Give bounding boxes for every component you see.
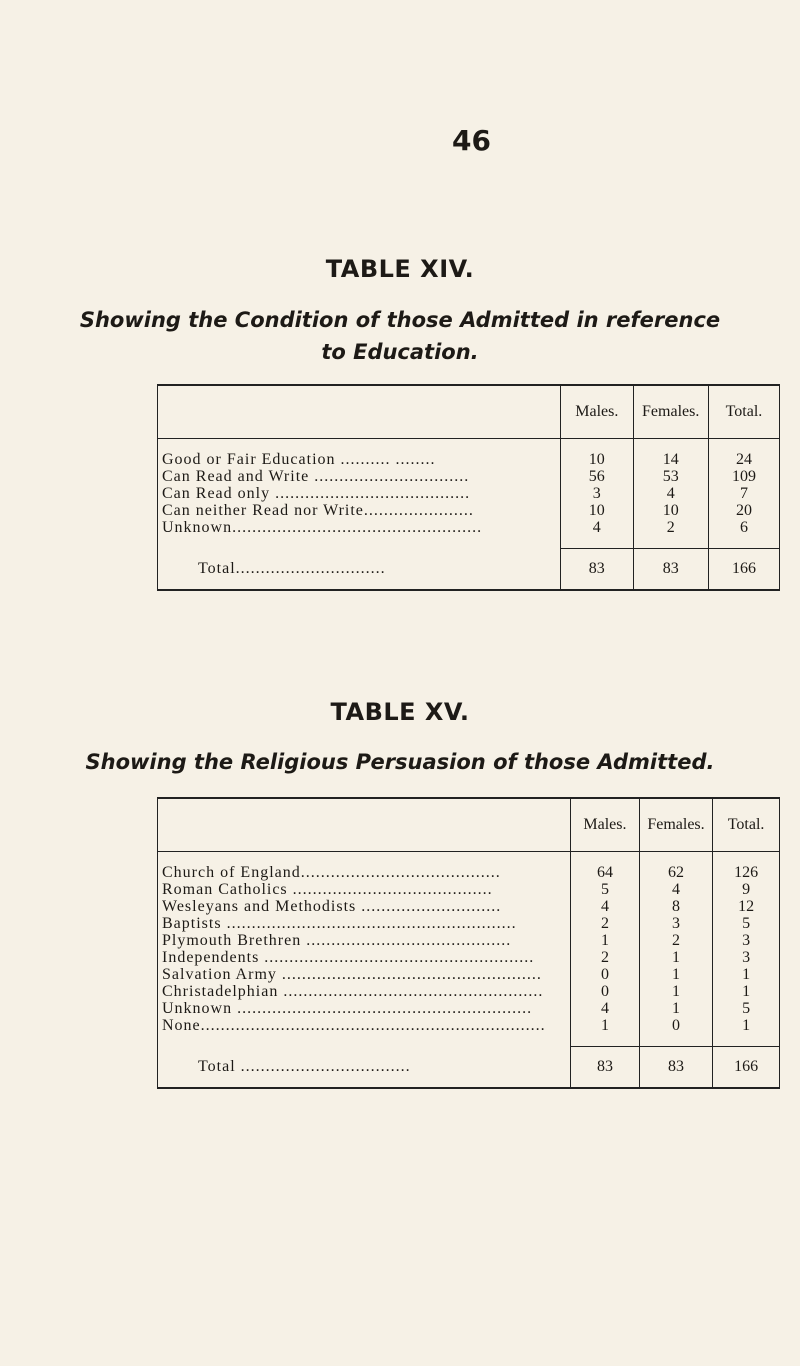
total-value: 1: [713, 1017, 780, 1034]
table-15-subtitle: Showing the Religious Persuasion of those Admitted.: [85, 750, 715, 774]
females-value: 1: [639, 983, 712, 1000]
females-value: 1: [639, 949, 712, 966]
table-15-total-row: [158, 1047, 780, 1089]
table-15-header-row: [158, 798, 780, 852]
row-label: None.....................................................................: [158, 1017, 571, 1034]
table-row: [158, 864, 780, 881]
row-label: Unknown ...........................................................: [158, 1000, 571, 1017]
table-14-header-row: [158, 385, 780, 439]
table-14-subtitle-line1: Showing the Condition of those Admitted in reference: [79, 308, 721, 332]
table-14-header-blank: [158, 385, 561, 439]
males-value: 0: [571, 966, 640, 983]
males-value: 56: [561, 468, 633, 485]
males-value: 3: [561, 485, 633, 502]
row-label: Wesleyans and Methodists ............................: [158, 898, 571, 915]
row-label: Roman Catholics ........................................: [158, 881, 571, 898]
total-value: 9: [713, 881, 780, 898]
table-14-header-total: Total.: [708, 385, 779, 439]
females-value: 1: [639, 1000, 712, 1017]
total-value: 3: [713, 932, 780, 949]
females-value: 8: [639, 898, 712, 915]
total-value: 126: [713, 864, 780, 881]
table-14-header-females: Females.: [633, 385, 708, 439]
total-value: 3: [713, 949, 780, 966]
page-number: 46: [452, 124, 491, 157]
females-total: 83: [633, 549, 708, 591]
row-label: Independents ......................................................: [158, 949, 571, 966]
females-value: 14: [633, 451, 708, 468]
total-label: Total ..................................: [158, 1047, 571, 1089]
males-value: 1: [571, 1017, 640, 1034]
row-label: Good or Fair Education .......... ........: [158, 451, 561, 468]
females-value: 62: [639, 864, 712, 881]
grand-total: 166: [708, 549, 779, 591]
table-row: [158, 485, 780, 502]
table-14: [157, 384, 780, 591]
row-label: Salvation Army ....................................................: [158, 966, 571, 983]
table-row: [158, 932, 780, 949]
total-value: 109: [708, 468, 779, 485]
table-row: [158, 881, 780, 898]
females-value: 4: [639, 881, 712, 898]
grand-total: 166: [713, 1047, 780, 1089]
males-value: 2: [571, 915, 640, 932]
females-value: 10: [633, 502, 708, 519]
row-label: Can Read only .......................................: [158, 485, 561, 502]
females-value: 1: [639, 966, 712, 983]
males-value: 4: [561, 519, 633, 536]
males-value: 64: [571, 864, 640, 881]
table-row: [158, 1000, 780, 1017]
row-label: Can neither Read nor Write......................: [158, 502, 561, 519]
table-15-header-total: Total.: [713, 798, 780, 852]
total-value: 12: [713, 898, 780, 915]
males-value: 4: [571, 1000, 640, 1017]
total-value: 5: [713, 915, 780, 932]
total-value: 20: [708, 502, 779, 519]
row-label: Plymouth Brethren .........................................: [158, 932, 571, 949]
total-label: Total..............................: [158, 549, 561, 591]
males-value: 5: [571, 881, 640, 898]
table-row: [158, 502, 780, 519]
table-row: [158, 468, 780, 485]
table-row: [158, 949, 780, 966]
table-14-subtitle-line2: to Education.: [321, 340, 479, 364]
table-15-header-males: Males.: [571, 798, 640, 852]
males-value: 0: [571, 983, 640, 1000]
males-value: 10: [561, 451, 633, 468]
males-value: 4: [571, 898, 640, 915]
total-value: 24: [708, 451, 779, 468]
females-value: 0: [639, 1017, 712, 1034]
males-total: 83: [561, 549, 633, 591]
row-label: Christadelphian ....................................................: [158, 983, 571, 1000]
total-value: 1: [713, 966, 780, 983]
females-value: 3: [639, 915, 712, 932]
table-row: [158, 915, 780, 932]
table-row: [158, 898, 780, 915]
row-label: Unknown..................................................: [158, 519, 561, 536]
total-value: 7: [708, 485, 779, 502]
row-label: Baptists ..........................................................: [158, 915, 571, 932]
females-total: 83: [639, 1047, 712, 1089]
table-row: [158, 966, 780, 983]
females-value: 2: [633, 519, 708, 536]
females-value: 2: [639, 932, 712, 949]
males-value: 10: [561, 502, 633, 519]
table-15-header-females: Females.: [639, 798, 712, 852]
males-total: 83: [571, 1047, 640, 1089]
total-value: 5: [713, 1000, 780, 1017]
table-row: [158, 1017, 780, 1034]
table-15: [157, 797, 780, 1089]
males-value: 2: [571, 949, 640, 966]
table-row: [158, 519, 780, 536]
table-14-total-row: [158, 549, 780, 591]
table-15-header-blank: [158, 798, 571, 852]
row-label: Can Read and Write ...............................: [158, 468, 561, 485]
table-14-header-males: Males.: [561, 385, 633, 439]
table-row: [158, 983, 780, 1000]
males-value: 1: [571, 932, 640, 949]
table-14-title: TABLE XIV.: [325, 255, 475, 283]
table-row: [158, 451, 780, 468]
total-value: 1: [713, 983, 780, 1000]
females-value: 53: [633, 468, 708, 485]
table-15-title: TABLE XV.: [330, 698, 470, 726]
total-value: 6: [708, 519, 779, 536]
females-value: 4: [633, 485, 708, 502]
row-label: Church of England........................................: [158, 864, 571, 881]
